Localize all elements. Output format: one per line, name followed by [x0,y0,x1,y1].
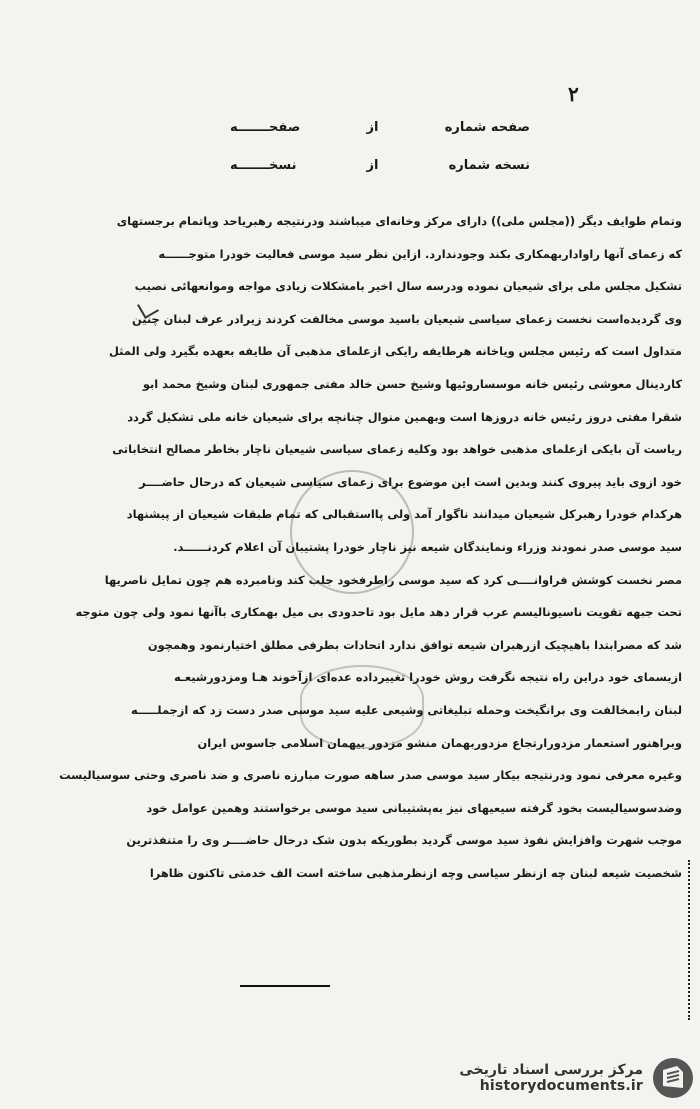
body-line: ریاست آن بایکی ازعلمای مذهبی خواهد بود وکلیه زعمای سیاسی شیعیان ناچار بخاطر مصالح انتخاباتی [112,442,682,457]
body-line: شقرا مفتی دروز رئیس خانه دروزها است وبهمین منوال چنانچه برای شیعیان خانه ملی تشکیل گردد [127,409,682,424]
watermark-text [459,1062,643,1094]
body-line: کاردینال معوشی رئیس خانه موسساروئیها وشیخ حسن خالد مفتی جمهوری لبنان وشیخ محمد ابو [142,376,682,391]
body-line: وغیره معرفی نمود ودرنتیجه بیکار سید موسی صدر ساهه صورت مبارزه ناصری و ضد ناصری وحتی سوسیالیست [59,768,682,783]
handwritten-underline [240,985,330,987]
margin-specks [688,860,696,1020]
body-line: تحت جبهه تقویت ناسیونالیسم عرب قرار دهد مایل بود تاحدودی بی میل بهمکاری باآنها نمود ولی چون متوجه [75,605,682,620]
page-number-label: صفحه شماره [444,119,530,135]
body-line: مصر نخست کوشش فراوانــــی کرد که سید موسی راطرفخود جلب کند ونامبرده هم چون تمایل ناصریها [104,572,682,587]
body-line: ازبسمای خود دراین راه نتیجه نگرفت روش خودرا تغییرداده عده‌ای ازآخوند هـا ومزدورشیعـه [174,670,682,685]
page-total-label: صفحـــــــه [230,119,301,135]
document-archive-logo-icon [651,1056,695,1100]
document-body [22,205,682,889]
body-line: شخصیت شیعه لبنان چه ازنظر سیاسی وچه ازنظرمذهبی ساخته است الف خدمتی تاکنون ظاهرا [149,865,682,880]
body-line: که زعمای آنها راواداربهمکاری بکند وجودندارد. ازاین نظر سید موسی فعالیت خودرا متوجــــــه [158,246,682,261]
copy-count-line [230,146,530,184]
body-line: وتمام طوایف دیگر ((مجلس ملی)) دارای مرکز وخانه‌ای میباشند ودرنتیجه رهبریاحد وپاتمام برجستهای [116,214,682,228]
body-line: وضدسوسیالیست بخود گرفته سیعیهای نیز به‌پشتیبانی سید موسی برخواستند وهمین عوامل خود [146,800,682,815]
body-line: متداول است که رئیس مجلس ویاخانه هرطایفه رایکی ازعلمای مذهبی آن طایفه بعهده بگیرد ولی المثل [109,344,682,359]
body-line: موجب شهرت وافزایش نفوذ سید موسی گردید بطوریکه بدون شک درحال حاضــــر وی را متنفذترین [126,833,682,848]
body-line: سید موسی صدر نمودند وزراء ونمایندگان شیعه نیز ناچار خودرا پشتیبان آن اعلام کردنــــــد. [173,539,682,554]
body-line: شد که مصرابتدا باهیچیک ازرهبران شیعه توافق ندارد اتحادات بطرفی مطلق اختیارنمود وهمچون [147,637,682,652]
watermark-title: مرکز بررسی اسناد تاریخی [459,1062,643,1078]
body-line: تشکیل مجلس ملی برای شیعیان نموده ودرسه سال اخیر بامشکلات زیادی مواجه وموانعهائی نصیب [134,279,682,294]
body-line: هرکدام خودرا رهبرکل شیعیان میدانند ناگوار آمد ولی پااستقبالی که تمام طبقات شیعیان از پیشنهاد [126,507,682,522]
page-separator: از [366,119,379,135]
body-line: لبنان رابمخالفت وی برانگیخت وحمله تبلیغاتی وشیعی علیه سید موسی صدر دست زد که ازجملـــــه [130,702,682,717]
page-count-line [230,108,530,146]
archive-watermark [430,1052,695,1104]
page-number: ۲ [568,82,579,106]
body-line: خود ازوی باید پیروی کنند وبدین است این موضوع برای زعمای سیاسی شیعیان که درحال حاضــــر [139,474,682,489]
copy-separator: از [366,157,379,173]
copy-total-label: نسخـــــــه [230,157,297,173]
body-line: وی گردیده‌است نخست زعمای سیاسی شیعیان باسید موسی مخالفت کردند زیرادر عرف لبنان چنین [131,311,682,326]
copy-number-label: نسخه شماره [448,157,530,173]
watermark-url: historydocuments.ir [479,1078,643,1094]
body-line: وبراهنور استعمار مزدورارتجاع مزدوربهمان منشو مزدور بیهمان اسلامی جاسوس ایران [197,735,682,750]
document-header [230,108,530,184]
